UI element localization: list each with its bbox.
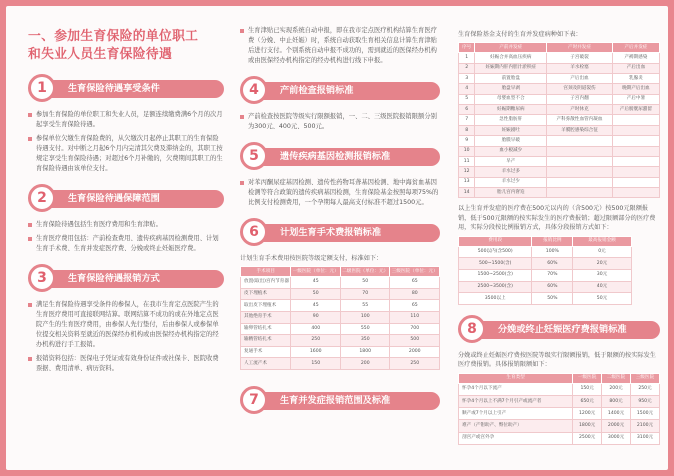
- table-cell: 100%: [532, 246, 573, 258]
- table-cell: 2500~3500(含): [459, 281, 532, 293]
- section-7-number: 7: [240, 386, 268, 414]
- table-cell: 胎膜早破: [475, 136, 547, 146]
- table-cell: 13: [459, 177, 475, 187]
- table-cell: 输精管结扎术: [241, 335, 291, 347]
- table-header-cell: 产时并发症: [547, 43, 613, 53]
- table-cell: 羊水过多: [475, 167, 547, 177]
- table-cell: 1200元: [573, 408, 602, 420]
- table-cell: 500~1500(含): [459, 258, 532, 270]
- maternity-allowance-paragraph: 生育津贴已实现系统自动申报，即在我市定点医疗机构结算生育医疗费（分娩、中止妊娠）时，系统自动获取生育相关信息计算生育津贴后进行支付。个别系统自动申报不成功的，需到就近的医保经办机构或由医保经办机构指定的经办机构进行线下申报。: [240, 26, 440, 66]
- section-6-header: [240, 218, 440, 248]
- right-column: [458, 6, 660, 470]
- table-header-cell: 手术项目: [241, 267, 291, 277]
- table-cell: 妊娠期内肝内胆汁淤积症: [475, 63, 547, 73]
- table-cell: 3100元: [631, 432, 660, 444]
- table-cell: 人工流产术: [241, 358, 291, 370]
- table-body: [459, 53, 660, 198]
- table-cell: 11: [459, 156, 475, 166]
- table-row: [241, 311, 440, 323]
- table-cell: 怀孕4个月以上不满7个月引产或流产者: [459, 396, 573, 408]
- table-cell: 60%: [532, 258, 573, 270]
- table-cell: [612, 125, 659, 135]
- table-cell: 150: [291, 358, 341, 370]
- section-1-paragraph-2: 参保单位欠缴生育保险费的，从欠缴次月起停止其职工的生育保险待遇支付。对中断之月起6个月内完清其欠费及滞纳金的，其职工按规定享受生育保险待遇；对超过6个月补缴的，欠费期间其职工的生育保险待遇由该单位支付。: [28, 134, 224, 174]
- table-header-cell: 报销比例: [532, 236, 573, 246]
- section-5-paragraph: 对苯丙酮尿症基因检测、遗传性药物耳聋基因检测、地中海贫血基因检测等符合政策的遗传疾病基因检测，生育保险基金按照每项75%的比例支付检测费用，一个孕期每人最高支付标准不超过1500元。: [240, 178, 440, 208]
- table-cell: 1400元: [602, 408, 631, 420]
- table-cell: 70%: [532, 270, 573, 282]
- table-row: [459, 396, 660, 408]
- section-7-header: [240, 386, 440, 416]
- table-row: [459, 105, 660, 115]
- table-header-row: [241, 267, 440, 277]
- table-row: [459, 63, 660, 73]
- table-header-cell: 产前并发症: [475, 43, 547, 53]
- table-cell: 胎儿宫内窘迫: [475, 188, 547, 198]
- table-row: [459, 270, 632, 282]
- brochure-page: [6, 6, 668, 470]
- section-4-title: 产前检查报销标准: [280, 85, 354, 96]
- section-3-header: [28, 264, 224, 294]
- table-cell: 乳腺炎: [612, 73, 659, 83]
- table-cell: [547, 146, 613, 156]
- table-cell: 产后膀胱尿潴留: [612, 105, 659, 115]
- table-row: [241, 288, 440, 300]
- table-cell: 2500元: [573, 432, 602, 444]
- table-cell: 输卵管结扎术: [241, 323, 291, 335]
- table-cell: 1800元: [573, 420, 602, 432]
- table-cell: 宫颈及阴道裂伤: [547, 84, 613, 94]
- table-row: [241, 346, 440, 358]
- table-cell: [547, 177, 613, 187]
- table-row: [459, 281, 632, 293]
- table-cell: 50元: [573, 293, 631, 305]
- table-row: [459, 167, 660, 177]
- table-row: [459, 188, 660, 198]
- table-cell: 顺产或7个月以上引产: [459, 408, 573, 420]
- complication-reimbursement-text: 以上生育并发症的医疗费在500元以内的（含500元）按500元限额报销，低于500元限额的按实际发生的医疗费报销；超过限额部分的医疗费用，实际分段按比例报销方式，具体分段报销方式如下：: [458, 205, 656, 232]
- table-cell: 65: [390, 300, 440, 312]
- table-cell: [612, 136, 659, 146]
- section-5-header: [240, 142, 440, 172]
- section-4-header: [240, 76, 440, 106]
- table-cell: 45: [291, 300, 341, 312]
- complication-table: [458, 42, 660, 198]
- table-row: [459, 383, 660, 395]
- table-row: [459, 293, 632, 305]
- table-cell: 65: [390, 277, 440, 289]
- table-row: [459, 258, 632, 270]
- table-row: [241, 358, 440, 370]
- table-cell: 2100元: [631, 420, 660, 432]
- table-cell: 2: [459, 63, 475, 73]
- section-2-number: 2: [28, 184, 56, 212]
- table-cell: 50%: [532, 293, 573, 305]
- table-cell: 3: [459, 73, 475, 83]
- table-cell: 8: [459, 125, 475, 135]
- section-2-paragraph-1: 生育保险待遇包括生育医疗费用和生育津贴。: [28, 220, 224, 230]
- table-cell: 200: [340, 358, 390, 370]
- table-cell: 1: [459, 53, 475, 63]
- section-3-number: 3: [28, 264, 56, 292]
- page-title-line1: 一、参加生育保险的单位职工: [28, 29, 199, 44]
- table-cell: 30元: [573, 270, 631, 282]
- table-cell: 250: [291, 335, 341, 347]
- table-cell: 产后出血: [612, 63, 659, 73]
- table-row: [241, 323, 440, 335]
- table-cell: 90: [291, 311, 341, 323]
- table-cell: 7: [459, 115, 475, 125]
- section-3-paragraph-1: 满足生育保险待遇享受条件的参保人，在我市生育定点医院产生的生育医疗费用可直接联网结算。联网结算不成功的或在外地定点医院产生的生育医疗费用，由参保人先行垫付，后由参保人或参保单位提交相关资料至就近的医保经办机构或由医保经办机构指定的经办机构进行手工报销。: [28, 300, 224, 350]
- section-1-header: [28, 74, 224, 104]
- table-cell: 1800: [340, 346, 390, 358]
- table-cell: 放置(取出)宫内节育器: [241, 277, 291, 289]
- table-cell: 500: [390, 335, 440, 347]
- table-cell: 70: [340, 288, 390, 300]
- table-cell: 700: [390, 323, 440, 335]
- table-cell: [612, 167, 659, 177]
- section-6-caption: 计划生育手术费用按医院等级定额支付，标准如下：: [240, 255, 383, 262]
- table-row: [459, 420, 660, 432]
- table-cell: 800元: [602, 396, 631, 408]
- table-cell: 6: [459, 105, 475, 115]
- complication-caption: 生育保险基金支付的生育并发症病种如下表：: [458, 31, 582, 38]
- table-body: [459, 246, 632, 304]
- table-row: [459, 115, 660, 125]
- table-header-cell: 最高报销金额: [573, 236, 631, 246]
- table-cell: 650元: [573, 396, 602, 408]
- section-3-paragraph-2: 报销资料包括：医保电子凭证或有效身份证件或社保卡、医院收费票据、费用清单、病历资料。: [28, 354, 224, 374]
- table-cell: 难产（产钳助产、臀位助产）: [459, 420, 573, 432]
- table-cell: 1600: [291, 346, 341, 358]
- section-4-paragraph: 产前检查按医院等级实行限额报销，一、二、三级医院报销限额分别为300元、400元、500元。: [240, 112, 440, 132]
- table-header-cell: 三级医院: [631, 373, 660, 383]
- table-cell: 羊水过少: [475, 177, 547, 187]
- table-row: [241, 277, 440, 289]
- table-row: [241, 335, 440, 347]
- section-5-title: 遗传疾病基因检测报销标准: [280, 151, 391, 162]
- section-8-caption: 分娩或终止妊娠医疗费按医院等级实行限额报销，低于限额的按实际发生医疗费报销。具体报销限额如下：: [458, 351, 656, 369]
- table-cell: 1500元: [631, 408, 660, 420]
- table-cell: 500以内(含500): [459, 246, 532, 258]
- page-title: [28, 28, 224, 64]
- table-cell: [547, 136, 613, 146]
- table-cell: 胎盘早剥: [475, 84, 547, 94]
- table-header-row: [459, 43, 660, 53]
- page-title-line2: 和失业人员生育保险待遇: [28, 47, 173, 62]
- table-cell: 50: [291, 288, 341, 300]
- section-7-title: 生育并发症报销范围及标准: [280, 394, 391, 406]
- table-cell: 妊娠合并高血压疾病: [475, 53, 547, 63]
- table-cell: 前置胎盘: [475, 73, 547, 83]
- section-8-header: [458, 315, 660, 345]
- table-cell: 母婴血型不合: [475, 94, 547, 104]
- table-cell: 早产: [475, 156, 547, 166]
- table-cell: 950元: [631, 396, 660, 408]
- section-8-number: 8: [458, 315, 486, 343]
- table-header-cell: 费用段: [459, 236, 532, 246]
- table-cell: 250元: [631, 383, 660, 395]
- table-cell: 60%: [532, 281, 573, 293]
- table-cell: 250: [390, 358, 440, 370]
- table-cell: 55: [340, 300, 390, 312]
- table-cell: 1500~2500(含): [459, 270, 532, 282]
- table-cell: 妊娠期糖尿病: [475, 105, 547, 115]
- section-8-title: 分娩或终止妊娠医疗费报销标准: [498, 323, 627, 335]
- table-header-row: [459, 373, 660, 383]
- table-header-cell: 二级医院: [602, 373, 631, 383]
- table-cell: 产后出血: [547, 73, 613, 83]
- table-header-row: [459, 236, 632, 246]
- table-header-cell: 产后并发症: [612, 43, 659, 53]
- table-cell: 0元: [573, 246, 631, 258]
- table-header-cell: 三级医院（单位：元）: [390, 267, 440, 277]
- table-body: [241, 277, 440, 370]
- section-3-title: 生育保险待遇报销方式: [68, 273, 160, 284]
- section-4-number: 4: [240, 76, 268, 104]
- table-row: [459, 136, 660, 146]
- ratio-table: [458, 236, 632, 305]
- table-cell: 羊膜腔感染综合征: [547, 125, 613, 135]
- surgery-fee-table: [240, 266, 440, 370]
- table-cell: 45: [291, 277, 341, 289]
- childbirth-fee-table: [458, 373, 660, 445]
- table-cell: 产时休克: [547, 105, 613, 115]
- table-cell: [612, 146, 659, 156]
- section-2-header: [28, 184, 224, 214]
- table-cell: [547, 156, 613, 166]
- table-header-cell: 生育类型: [459, 373, 573, 383]
- table-cell: 取出皮下埋植术: [241, 300, 291, 312]
- table-header-cell: 二级医院（单位：元）: [340, 267, 390, 277]
- table-cell: 产褥期感染: [612, 53, 659, 63]
- section-2-title: 生育保险待遇保障范围: [68, 193, 160, 204]
- table-cell: 100: [340, 311, 390, 323]
- table-cell: 血小板减少: [475, 146, 547, 156]
- table-cell: 其他绝育手术: [241, 311, 291, 323]
- table-row: [459, 408, 660, 420]
- table-cell: 3500以上: [459, 293, 532, 305]
- table-row: [459, 432, 660, 444]
- table-header-cell: 一级医院（单位：元）: [291, 267, 341, 277]
- table-row: [459, 125, 660, 135]
- table-cell: [612, 188, 659, 198]
- section-2-paragraph-2: 生育医疗费用包括：产前检查费用、遗传疾病基因检测费用、计划生育手术费、生育并发症医疗费、分娩或终止妊娠医疗费。: [28, 234, 224, 254]
- table-cell: 4: [459, 84, 475, 94]
- table-cell: 80: [390, 288, 440, 300]
- table-cell: 2000: [390, 346, 440, 358]
- table-header-cell: 一级医院: [573, 373, 602, 383]
- table-cell: 550: [340, 323, 390, 335]
- middle-column: [240, 6, 440, 470]
- table-cell: [612, 156, 659, 166]
- table-cell: 子宫破裂: [547, 53, 613, 63]
- table-row: [459, 53, 660, 63]
- table-cell: 400: [291, 323, 341, 335]
- table-cell: 50: [340, 277, 390, 289]
- table-cell: 150元: [573, 383, 602, 395]
- table-cell: 剖宫产或宫外孕: [459, 432, 573, 444]
- left-column: [28, 6, 224, 470]
- table-cell: 10: [459, 146, 475, 156]
- table-row: [459, 146, 660, 156]
- table-body: [459, 383, 660, 444]
- table-cell: 110: [390, 311, 440, 323]
- table-row: [459, 246, 632, 258]
- table-cell: 晚期产后出血: [612, 84, 659, 94]
- table-row: [459, 177, 660, 187]
- table-row: [459, 84, 660, 94]
- table-cell: 350: [340, 335, 390, 347]
- table-cell: 14: [459, 188, 475, 198]
- table-cell: 产科弥散性血管内凝血: [547, 115, 613, 125]
- table-cell: [612, 177, 659, 187]
- table-cell: [612, 115, 659, 125]
- table-cell: 3000元: [602, 432, 631, 444]
- table-row: [241, 300, 440, 312]
- table-cell: 5: [459, 94, 475, 104]
- table-cell: 9: [459, 136, 475, 146]
- section-6-number: 6: [240, 218, 268, 246]
- section-5-number: 5: [240, 142, 268, 170]
- table-cell: 妊娠剧吐: [475, 125, 547, 135]
- table-header-cell: 序号: [459, 43, 475, 53]
- table-cell: 12: [459, 167, 475, 177]
- table-cell: 200元: [602, 383, 631, 395]
- table-cell: 怀孕4个月以下流产: [459, 383, 573, 395]
- section-6-title: 计划生育手术费报销标准: [280, 227, 382, 238]
- table-cell: 皮下埋植术: [241, 288, 291, 300]
- table-cell: 2000元: [602, 420, 631, 432]
- table-cell: [547, 188, 613, 198]
- table-cell: 40元: [573, 281, 631, 293]
- table-row: [459, 156, 660, 166]
- table-cell: 产后中暑: [612, 94, 659, 104]
- table-cell: 子宫内翻: [547, 94, 613, 104]
- table-cell: [547, 167, 613, 177]
- table-cell: 急性脂肪肝: [475, 115, 547, 125]
- table-row: [459, 94, 660, 104]
- table-row: [459, 73, 660, 83]
- section-1-number: 1: [28, 74, 56, 102]
- table-cell: 复通手术: [241, 346, 291, 358]
- table-cell: 羊水栓塞: [547, 63, 613, 73]
- section-1-paragraph-1: 参加生育保险的单位职工和失业人员，足额连续缴费满6个月的次月起享受生育保险待遇。: [28, 110, 224, 130]
- table-cell: 20元: [573, 258, 631, 270]
- section-1-title: 生育保险待遇享受条件: [68, 83, 160, 94]
